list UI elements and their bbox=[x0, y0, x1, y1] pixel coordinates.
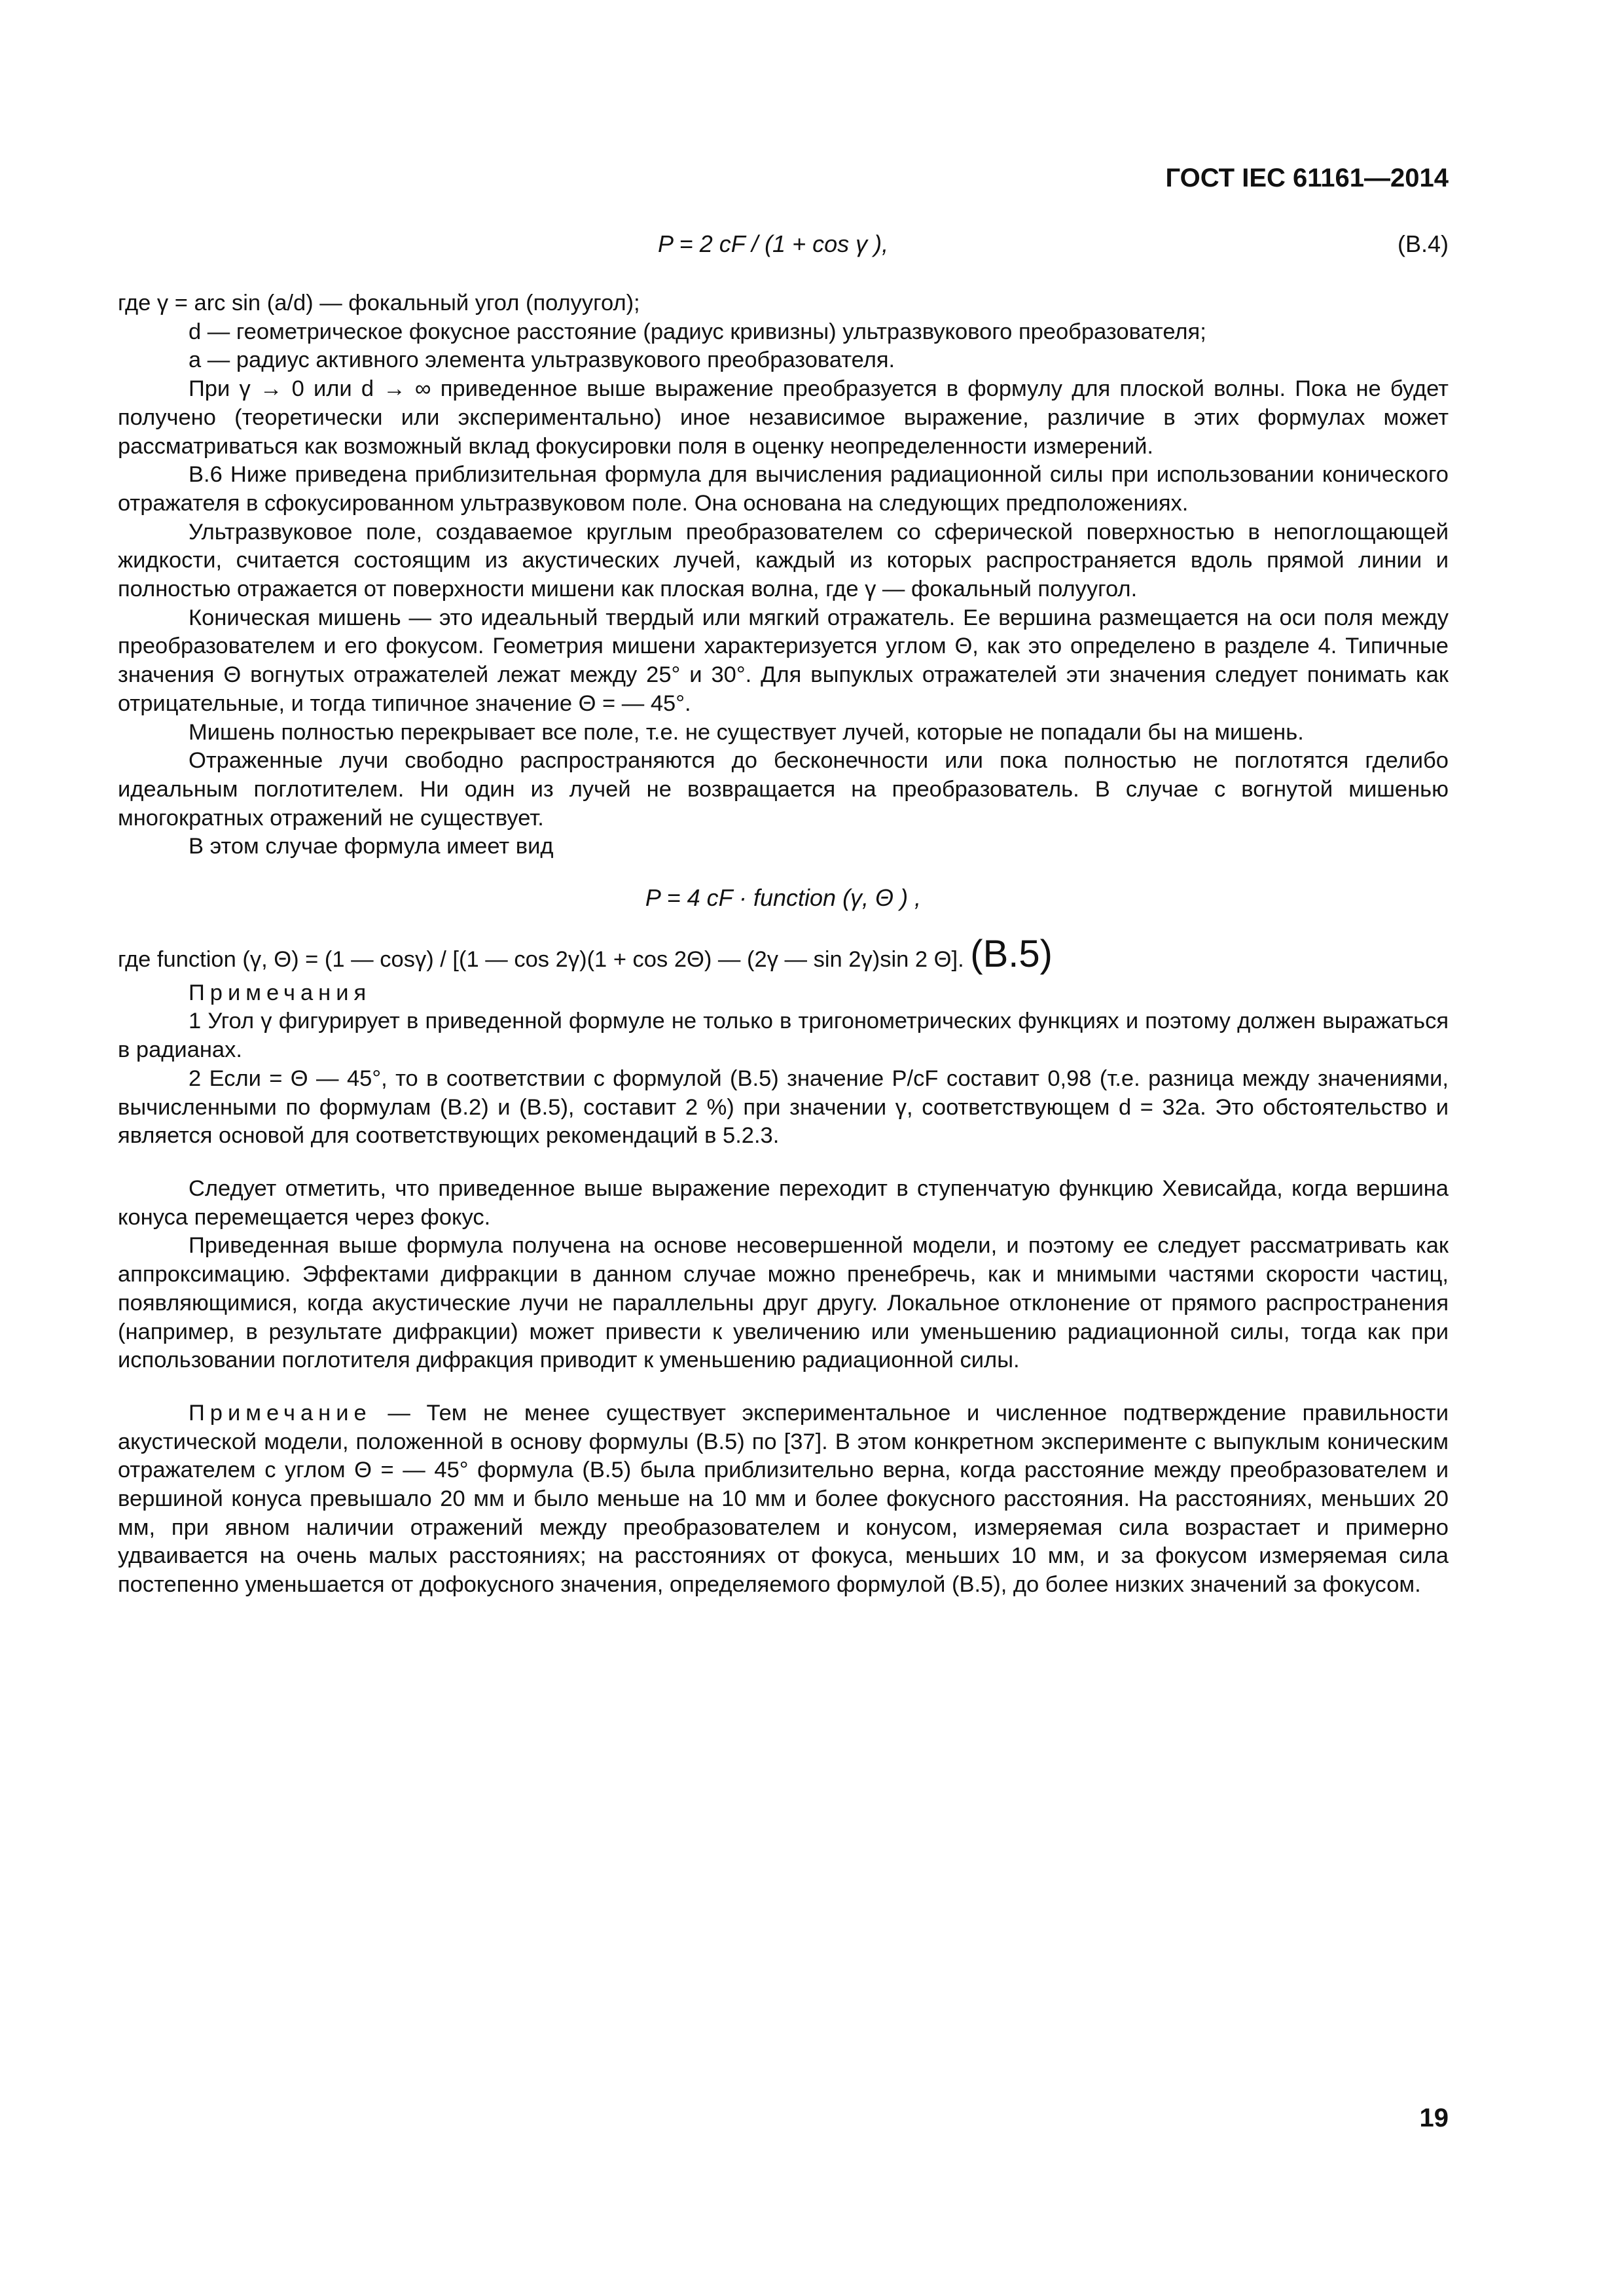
equation-b5: P = 4 cF · function (γ, Θ ) , bbox=[645, 884, 922, 912]
final-note-label: Примечание bbox=[189, 1400, 372, 1426]
paragraph-field: Ультразвуковое поле, создаваемое круглым преобразователем со сферической поверхностью в непоглощающей жидкости, считается состоящим из акустических лучей, каждый из которых распространяется вдоль прямой линии и полностью отражается от поверхности мишени как плоская волна, где γ — фокальный полуугол. bbox=[118, 519, 1449, 602]
function-definition: где function (γ, Θ) = (1 — cosγ) / [(1 — cos 2γ)(1 + cos 2Θ) — (2γ — sin 2γ)sin 2 Θ]. bbox=[118, 946, 964, 972]
note-1: 1 Угол γ фигурирует в приведенной формуле не только в тригонометрических функциях и поэтому должен выражаться в радианах. bbox=[118, 1009, 1449, 1063]
equation-b4: P = 2 cF / (1 + cos γ ), bbox=[658, 230, 889, 257]
notes-title: Примечания bbox=[189, 980, 372, 1005]
definition-gamma: где γ = arc sin (a/d) — фокальный угол (полуугол); bbox=[118, 291, 640, 315]
paragraph-target: Коническая мишень — это идеальный твердый или мягкий отражатель. Ее вершина размещается на оси поля между преобразователем и его фокусом. Геометрия мишени характеризуется углом Θ, как это определено в разделе 4. Типичные значения Θ вогнутых отражателей лежат между 25° и 30°. Для выпуклых отражателей эти значения следует понимать как отрицательные, и тогда типичное значение Θ = — 45°. bbox=[118, 605, 1449, 716]
paragraph-limit: При γ → 0 или d → ∞ приведенное выше выражение преобразуется в формулу для плоской волны. Пока не будет получено (теоретически или экспериментально) иное независимое выражение, различие в этих формулах может рассматриваться как возможный вклад фокусировки поля в оценку неопределенности измерений. bbox=[118, 376, 1449, 459]
document-header: ГОСТ IEC 61161—2014 bbox=[1165, 164, 1449, 192]
definition-a: a — радиус активного элемента ультразвукового преобразователя. bbox=[189, 348, 895, 373]
final-note bbox=[118, 1399, 1449, 1600]
paragraph-step: Следует отметить, что приведенное выше выражение переходит в ступенчатую функцию Хевисайда, когда вершина конуса перемещается через фокус. bbox=[118, 1175, 1449, 1230]
body-text bbox=[118, 289, 1449, 1600]
paragraph-reflect: Отраженные лучи свободно распространяются до бесконечности или пока полностью не поглотятся гделибо идеальным поглотителем. Ни один из лучей не возвращается на преобразователь. В случае с вогнутой мишенью многократных отражений не существует. bbox=[118, 748, 1449, 831]
paragraph-approx: Приведенная выше формула получена на основе несовершенной модели, и поэтому ее следует рассматривать как аппроксимацию. Эффектами дифракции в данном случае можно пренебречь, как и мнимыми частями скорости частиц, появляющимися, когда акустические лучи не параллельны друг другу. Локальное отклонение от прямого распространения (например, в результате дифракции) может привести к увеличению или уменьшению радиационной силы, тогда как при использовании поглотителя дифракция приводит к уменьшению радиационной силы. bbox=[118, 1233, 1449, 1373]
paragraph-cover: Мишень полностью перекрывает все поле, т.е. не существует лучей, которые не попадали бы на мишень. bbox=[189, 719, 1304, 745]
equation-b5-number: (В.5) bbox=[970, 932, 1053, 975]
note-2: 2 Если = Θ — 45°, то в соответствии с формулой (В.5) значение P/cF составит 0,98 (т.е. разница между значениями, вычисленными по формулам (В.2) и (В.5), составит 2 %) при значении γ, соответствующем d = 32a. Это обстоятельство и является основой для соответствующих рекомендаций в 5.2.3. bbox=[118, 1066, 1449, 1149]
equation-b4-number: (В.4) bbox=[1397, 230, 1449, 257]
paragraph-b6: В.6 Ниже приведена приблизительная формула для вычисления радиационной силы при использовании конического отражателя в сфокусированном ультразвуковом поле. Она основана на следующих предположениях. bbox=[118, 462, 1449, 516]
page-number: 19 bbox=[1419, 2104, 1449, 2132]
definition-d: d — геометрическое фокусное расстояние (радиус кривизны) ультразвукового преобразователя; bbox=[189, 319, 1206, 344]
function-definition-line bbox=[118, 932, 1449, 979]
final-note-text: — Тем не менее существует экспериментальное и численное подтверждение правильности акустической модели, положенной в основу формулы (В.5) по [37]. В этом конкретном эксперименте с выпуклым коническим отражателем с углом Θ = — 45° формула (В.5) была приблизительно верна, когда расстояние между преобразователем и вершиной конуса превышало 20 мм и было меньше на 10 мм и более фокусного расстояния. На расстояниях, меньших 20 мм, при явном наличии отражений между преобразователем и конусом, измеряемая сила возрастает и примерно удваивается на очень малых расстояниях; на расстояниях от фокуса, меньших 10 мм, и за фокусом измеряемая сила постепенно уменьшается от дофокусного значения, определяемого формулой (В.5), до более низких значений за фокусом. bbox=[118, 1400, 1449, 1598]
paragraph-case: В этом случае формула имеет вид bbox=[189, 834, 554, 859]
